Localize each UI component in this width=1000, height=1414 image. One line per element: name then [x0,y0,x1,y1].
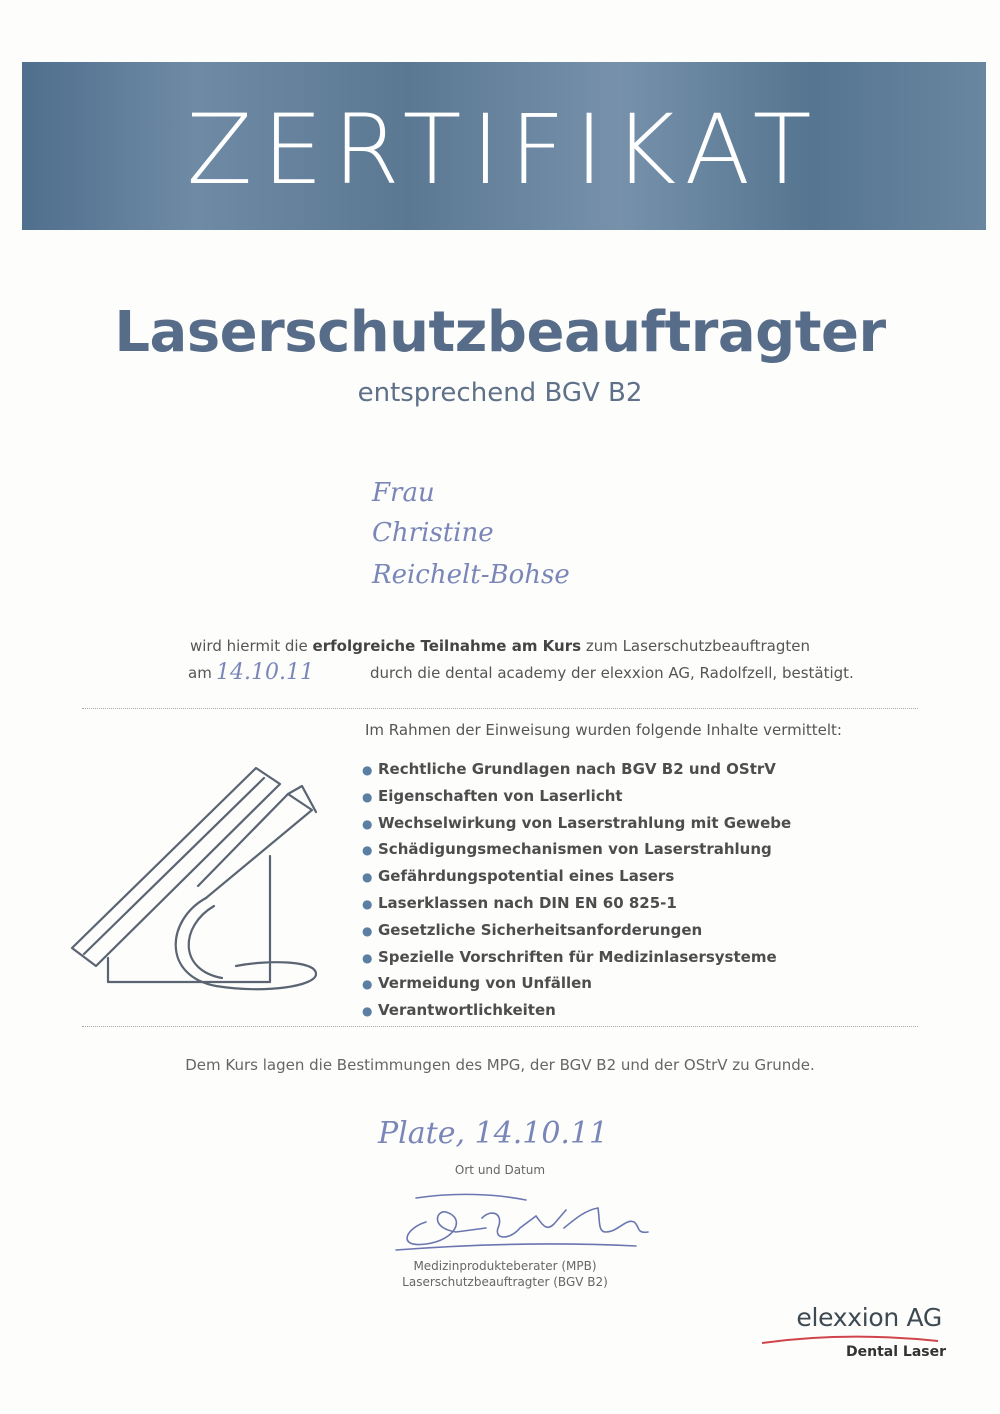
bullet-icon: ● [362,923,373,938]
list-item: ● Gesetzliche Sicherheitsanforderungen [362,917,791,944]
list-item: ● Eigenschaften von Laserlicht [362,783,791,810]
bullet-icon: ● [362,950,373,965]
confirmation-post: zum Laserschutzbeauftragten [581,637,811,655]
bullet-icon: ● [362,896,373,911]
confirmation-am: am [188,664,212,682]
company-tagline: Dental Laser [846,1344,946,1360]
topic-list [362,756,791,1024]
signer-roles [0,1258,1000,1290]
place-date-label: Ort und Datum [454,1163,546,1177]
bullet-icon: ● [362,843,373,858]
list-item: ● Schädigungsmechanismen von Laserstrahlung [362,836,791,863]
list-item: ● Spezielle Vorschriften für Medizinlasersysteme [362,944,791,971]
bullet-icon: ● [362,789,373,804]
signature-icon [386,1188,656,1258]
bullet-icon: ● [362,977,373,992]
certificate-subtitle: entsprechend BGV B2 [357,378,643,408]
title-banner [22,62,986,230]
content-intro: Im Rahmen der Einweisung wurden folgende Inhalte vermittelt: [365,721,842,739]
recipient-last-name: Reichelt-Bohse [372,560,570,590]
signer-role-1: Medizinprodukteberater (MPB) [413,1259,597,1273]
laser-device-icon [66,760,336,1000]
confirmation-pre: wird hiermit die [189,637,313,655]
bullet-icon: ● [362,816,373,831]
list-item: ● Wechselwirkung von Laserstrahlung mit Gewebe [362,810,791,837]
confirmation-line-1 [0,637,1000,655]
place-date: Plate, 14.10.11 [378,1116,609,1151]
list-item: ● Gefährdungspotential eines Lasers [362,863,791,890]
recipient-first-name: Christine [372,518,494,548]
confirmation-line-2: durch die dental academy der elexxion AG, Radolfzell, bestätigt. [370,664,854,682]
confirmation-bold: erfolgreiche Teilnahme am Kurs [312,637,582,655]
list-item: ● Verantwortlichkeiten [362,997,791,1024]
banner-title: ZERTIFIKAT [186,94,822,206]
list-item: ● Rechtliche Grundlagen nach BGV B2 und OStrV [362,756,791,783]
company-logo: elexxion AG [796,1303,942,1332]
recipient-salutation: Frau [372,478,435,508]
course-date: 14.10.11 [216,660,314,685]
bullet-icon: ● [362,763,373,777]
list-item: ● Laserklassen nach DIN EN 60 825-1 [362,890,791,917]
signer-role-2: Laserschutzbeauftragter (BGV B2) [402,1275,608,1289]
bullet-icon: ● [362,870,373,885]
legal-basis: Dem Kurs lagen die Bestimmungen des MPG, der BGV B2 und der OStrV zu Grunde. [185,1056,815,1074]
divider-top [82,708,918,709]
bullet-icon: ● [362,1004,373,1019]
list-item: ● Vermeidung von Unfällen [362,970,791,997]
divider-bottom [82,1026,918,1027]
certificate-title: Laserschutzbeauftragter [114,300,886,365]
